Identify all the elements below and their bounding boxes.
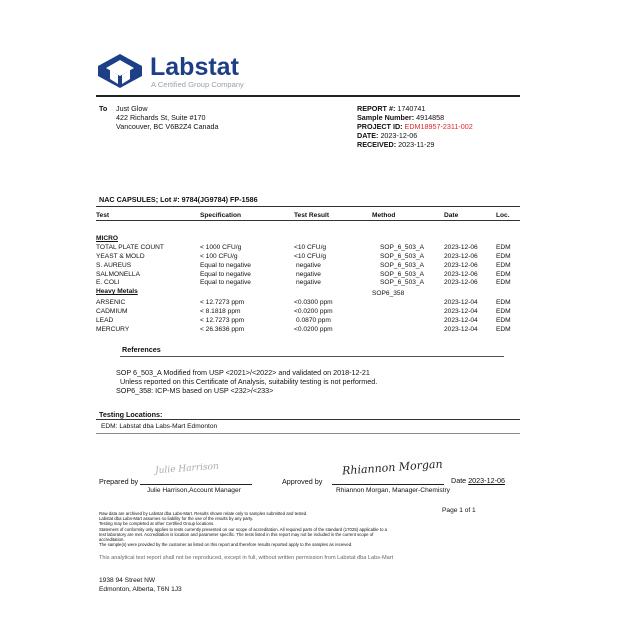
lab-address (99, 576, 182, 594)
logo-tagline: A Certified Group Company (151, 80, 244, 89)
test-date: 2023-12-06 (444, 270, 478, 278)
method: SOP_6_503_A (380, 252, 424, 260)
approved-by-label: Approved by (282, 477, 323, 486)
signature-date (451, 476, 505, 485)
specification: Equal to negative (200, 270, 251, 278)
test-name: YEAST & MOLD (96, 252, 145, 260)
table-row (96, 271, 520, 280)
page-number: Page 1 of 1 (442, 507, 476, 514)
reference-line: Unless reported on this Certificate of Analysis, suitability testing is not performed. (120, 377, 378, 386)
to-label: To (99, 104, 108, 113)
address-line: 1938 94 Street NW (99, 577, 156, 584)
test-result: 0.0870 ppm (296, 317, 331, 325)
location: EDM (496, 308, 511, 316)
testing-locations-value: EDM: Labstat dba Labs-Mart Edmonton (101, 423, 218, 430)
test-date: 2023-12-04 (444, 299, 478, 307)
test-name: MERCURY (96, 325, 130, 333)
specification: Equal to negative (200, 261, 251, 269)
header-date: Date (444, 212, 459, 219)
project-label: PROJECT ID: (357, 122, 403, 131)
disclaimer-line: Labstat dba Labs-Mart assumes no liability for the use of the results by any party. (99, 516, 254, 522)
header-loc: Loc. (496, 212, 510, 219)
signature-date-value: 2023-12-06 (468, 476, 505, 485)
disclaimer-line: accreditation. (99, 537, 125, 543)
to-address (116, 104, 219, 131)
disclaimer-line: test laboratory are met. Accreditation is location and parameter specific. The tests listed in this report may not be included in the current scope of (99, 531, 374, 537)
specification: < 26.3636 ppm (200, 325, 245, 333)
test-date: 2023-12-06 (444, 243, 478, 251)
test-name: S. AUREUS (96, 261, 132, 269)
table-row (96, 326, 520, 335)
testing-locations-title: Testing Locations: (99, 410, 163, 419)
test-name: LEAD (96, 317, 114, 325)
section-title: Heavy Metals (96, 288, 138, 296)
received-label: RECEIVED: (357, 140, 397, 149)
disclaimer-line: The sample(s) were provided by the customer as listed on this report and therefore results reported apply to the samples as received. (99, 542, 353, 548)
test-result: <10 CFU/g (294, 243, 327, 251)
prepared-name: Julie Harrison,Account Manager (147, 487, 241, 494)
results-table (96, 212, 520, 335)
test-name: E. COLI (96, 279, 120, 287)
sample-label: Sample Number: (357, 113, 415, 122)
test-name: CADMIUM (96, 308, 128, 316)
test-date: 2023-12-04 (444, 325, 478, 333)
method (372, 326, 444, 335)
location: EDM (496, 252, 511, 260)
product-title: NAC CAPSULES; Lot #: 9784(JG9784) FP-1586 (99, 195, 258, 204)
section-row (96, 288, 520, 299)
reference-line: SOP6_358: ICP-MS based on USP <232>/<233> (116, 386, 274, 395)
table-row (96, 317, 520, 326)
table-row (96, 244, 520, 253)
disclaimer-line: Testing may be completed at other Certified Group locations. (99, 521, 215, 527)
logo-name: Labstat (150, 53, 239, 81)
test-result: <10 CFU/g (294, 252, 327, 260)
reproduction-note: This analytical test report shall not be reproduced, except in full, without written permission from Labstat dba Labs-Mart (99, 555, 394, 561)
disclaimer-line: Statement of conformity only applies to tests currently presented on our scope of accreditation. All required parts of the standard (17025) applicable to a (99, 526, 388, 532)
location: EDM (496, 270, 511, 278)
project-id: EDM18957-2311-002 (404, 122, 473, 131)
address-line: Edmonton, Alberta, T6N 1J3 (99, 586, 182, 593)
to-line: Vancouver, BC V6B2Z4 Canada (116, 122, 219, 131)
header-specification: Specification (200, 212, 242, 219)
table-row (96, 253, 520, 262)
header-test: Test (96, 212, 110, 219)
location: EDM (496, 325, 511, 333)
signature-date-label: Date (451, 476, 467, 485)
table-row (96, 279, 520, 288)
specification: < 100 CFU/g (200, 252, 238, 260)
test-result: <0.0200 ppm (294, 325, 333, 333)
test-name: SALMONELLA (96, 270, 140, 278)
to-line: Just Glow (116, 104, 148, 113)
table-row (96, 308, 520, 317)
method: SOP_6_503_A (380, 243, 424, 251)
test-result: negative (296, 279, 321, 287)
section-row (96, 235, 520, 244)
method (372, 317, 444, 326)
test-result: <0.0300 ppm (294, 299, 333, 307)
test-date: 2023-12-06 (444, 279, 478, 287)
test-date: 2023-12-04 (444, 308, 478, 316)
location: EDM (496, 243, 511, 251)
disclaimer-line: Raw data are archived by Labstat dba Labs-Mart. Results shown relate only to samples submitted and tested. (99, 511, 308, 516)
location: EDM (496, 261, 511, 269)
location: EDM (496, 299, 511, 307)
header-method: Method (372, 212, 396, 219)
section-title: MICRO (96, 234, 118, 242)
prepared-signature: Julie Harrison (154, 461, 220, 477)
reference-line: SOP 6_503_A Modified from USP <2021>/<2022> and validated on 2018-12-21 (116, 368, 370, 377)
location: EDM (496, 279, 511, 287)
method (372, 299, 444, 308)
method: SOP_6_503_A (380, 279, 424, 287)
references-body (116, 368, 377, 395)
specification: < 12.7273 ppm (200, 299, 245, 307)
report-meta (357, 104, 473, 149)
received-date: 2023-11-29 (398, 140, 435, 149)
test-result: negative (296, 261, 321, 269)
location: EDM (496, 317, 511, 325)
section-method: SOP6_358 (372, 290, 405, 298)
to-line: 422 Richards St, Suite #170 (116, 113, 206, 122)
test-date: 2023-12-04 (444, 317, 478, 325)
date-label: DATE: (357, 131, 379, 140)
prepared-by-label: Prepared by (99, 477, 139, 486)
method: SOP_6_503_A (380, 261, 424, 269)
sample-number: 4914858 (416, 113, 445, 122)
approved-name: Rhiannon Morgan, Manager-Chemistry (336, 487, 450, 494)
specification: < 12.7273 ppm (200, 317, 245, 325)
table-header-row (96, 226, 520, 235)
method: SOP_6_503_A (380, 270, 424, 278)
references-title: References (122, 345, 161, 354)
test-name: ARSENIC (96, 299, 126, 307)
approved-signature: Rhiannon Morgan (341, 457, 443, 478)
test-result: <0.0200 ppm (294, 308, 333, 316)
test-date: 2023-12-06 (444, 261, 478, 269)
test-date: 2023-12-06 (444, 252, 478, 260)
labstat-logo-icon (98, 54, 142, 88)
test-result: negative (296, 270, 321, 278)
report-no-label: REPORT #: (357, 104, 396, 113)
disclaimer (99, 511, 439, 547)
table-row (96, 299, 520, 308)
specification: < 1000 CFU/g (200, 243, 242, 251)
report-date: 2023-12-06 (380, 131, 418, 140)
report-no: 1740741 (397, 104, 426, 113)
specification: Equal to negative (200, 279, 251, 287)
table-row (96, 262, 520, 271)
header-test-result: Test Result (294, 212, 330, 219)
method (372, 308, 444, 317)
specification: < 8.1818 ppm (200, 308, 241, 316)
test-name: TOTAL PLATE COUNT (96, 243, 164, 251)
